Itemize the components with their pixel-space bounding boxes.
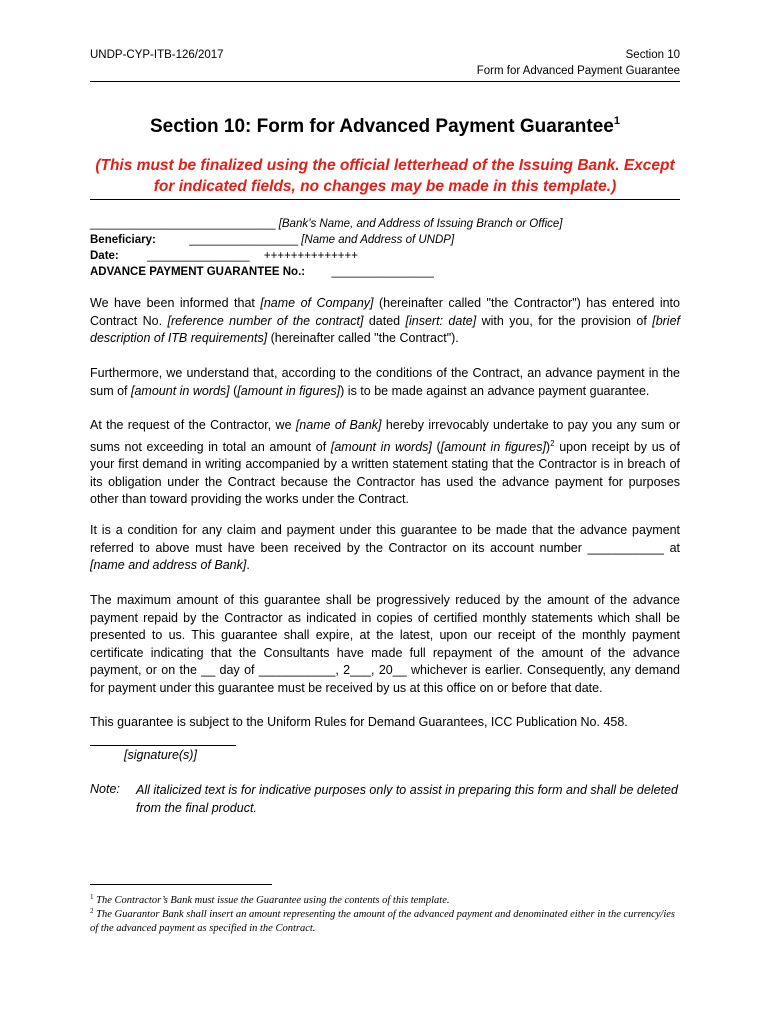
paragraph-condition: It is a condition for any claim and payment under this guarantee to be made that the advance payment referred to above must have been received by the Contractor on its account number ___________ at [name and address of Bank]. [90, 523, 680, 572]
bank-hint: [Bank’s Name, and Address of Issuing Branch or Office] [278, 218, 563, 230]
bank-line [90, 217, 563, 232]
note-text: All italicized text is for indicative purposes only to assist in preparing this form and shall be deleted from the final product. [136, 783, 678, 815]
beneficiary-line [90, 233, 454, 248]
date-blank[interactable]: ________________ [147, 250, 250, 262]
paragraph-advance-payment: Furthermore, we understand that, according to the conditions of the Contract, an advance payment in the sum of [amount in words] ([amount in figures]) is to be made against an advance payment guarantee. [90, 366, 680, 398]
header-form-name: Form for Advanced Payment Guarantee [476, 65, 680, 77]
footnote-2: $^2$ The Guarantor Bank shall insert an amount representing the amount of the advanced payment and denominated either in the currency/ies of the advanced payment as specified in the Contract. [90, 907, 675, 934]
title-footnote-mark: 1 [613, 115, 620, 127]
doc-reference: UNDP-CYP-ITB-126/2017 [90, 49, 224, 61]
date-line [90, 249, 358, 264]
header-section: Section 10 [625, 49, 680, 61]
header-divider [90, 81, 680, 82]
bank-blank[interactable]: _____________________________ [90, 218, 276, 230]
paragraph-contract-notice: We have been informed that [name of Company] (hereinafter called "the Contractor") has entered into Contract No. [reference number of the contract] dated [insert: date] with you, for the provision of [brief description of ITB requirements] (hereinafter called "the Contract"). [90, 296, 681, 345]
date-label: Date: [90, 250, 119, 262]
signature-placeholder: [signature(s)] [124, 748, 197, 762]
date-value: ++++++++++++++ [263, 250, 358, 262]
running-header [477, 47, 680, 79]
note-label: Note: [90, 782, 120, 796]
beneficiary-blank[interactable]: _________________ [189, 234, 298, 246]
beneficiary-label: Beneficiary: [90, 234, 156, 246]
paragraph-reduction-expiry: The maximum amount of this guarantee shall be progressively reduced by the amount of the advance payment repaid by the Contractor as indicated in copies of certified monthly statements which shall be presented to us. This guarantee shall expire, at the latest, upon our receipt of the monthly payment certificate indicating that the Consultants have made full repayment of the amount of the advance payment, or on the __ day of ___________, 2___, 20__ whichever is earlier. Consequently, any demand for payment under this guarantee must be received by us at this office on or before that date. [90, 593, 680, 695]
instruction-divider [90, 199, 680, 200]
guarantee-number-blank[interactable]: ________________ [331, 266, 434, 278]
beneficiary-hint: [Name and Address of UNDP] [301, 234, 455, 246]
title-text: Section 10: Form for Advanced Payment Guarantee [150, 116, 614, 137]
footnote-2-mark: 2 [550, 438, 555, 448]
footnote-1: $^1$ The Contractor’s Bank must issue the Guarantee using the contents of this template. [90, 893, 450, 906]
guarantee-number-label: ADVANCE PAYMENT GUARANTEE No.: [90, 266, 306, 278]
signature-line[interactable] [90, 745, 236, 746]
footnote-divider [90, 884, 272, 885]
paragraph-undertaking: At the request of the Contractor, we [name of Bank] hereby irrevocably undertake to pay you any sum or sums not exceeding in total an amount of [amount in words] ([amount in figures])$^2$ upon receipt by us of your first demand in writing accompanied by a written statement stating that the Contractor is in breach of its obligation under the Contract because the Contractor has used the advance payment for purposes other than toward providing the works under the Contract. [90, 418, 680, 506]
letterhead-instruction: (This must be finalized using the official letterhead of the Issuing Bank. Except for indicated fields, no changes may be made in this template.) [95, 157, 675, 195]
guarantee-number-line [90, 265, 434, 280]
page-title [0, 115, 770, 138]
paragraph-uniform-rules: This guarantee is subject to the Uniform Rules for Demand Guarantees, ICC Publication No. 458. [90, 715, 628, 729]
